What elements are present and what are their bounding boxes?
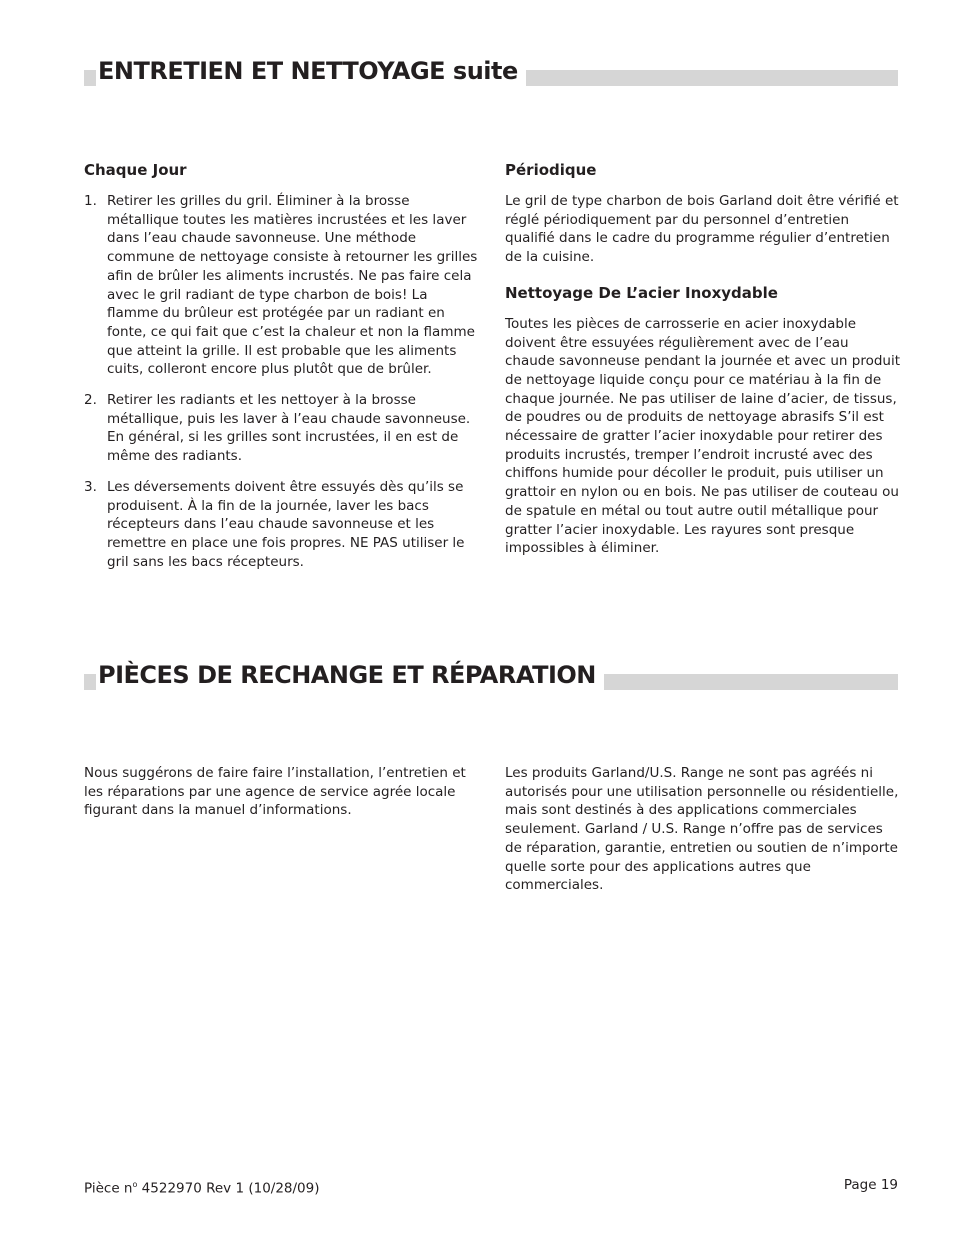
- subheading-daily: Chaque Jour: [84, 161, 187, 179]
- list-number: 2.: [84, 392, 97, 409]
- daily-cleaning-column: [84, 160, 480, 583]
- footer-page-number: Page 19: [843, 1177, 898, 1193]
- daily-list: [84, 192, 480, 571]
- section-header-parts-repair: [84, 650, 898, 690]
- list-item-text: Retirer les grilles du gril. Éliminer à la brosse métallique toutes les matières incrustées et les laver dans l’eau chaude savonneuse. Une méthode commune de nettoyage consiste à retourner les grilles afin de brûler les aliments incrustés. Ne pas faire cela avec le gril radiant de type charbon de bois! La flamme du brûleur est protégée par un radiant en fonte, ce qui fait que c’est la chaleur et non la flamme que atteint la grille. Il est probable que les aliments cuits, colleront encore plus plutôt que de brûler.: [107, 193, 478, 378]
- list-item-text: Les déversements doivent être essuyés dès qu’ils se produisent. À la fin de la journée, laver les bacs récepteurs dans l’eau chaude savonneuse et les remettre en place une fois propres. NE PAS utiliser le gril sans les bacs récepteurs.: [107, 478, 465, 570]
- list-item: [84, 192, 480, 379]
- commercial-use-paragraph: Les produits Garland/U.S. Range ne sont pas agréés ni autorisés pour une utilisation personnelle ou résidentielle, mais sont destinés à des applications commerciales seulement. Garland / U.S. Range n’offre pas de services de réparation, garantie, entretien ou soutien de n’importe quelle sorte pour des applications autres que commerciales.: [505, 765, 899, 894]
- periodic-paragraph: Le gril de type charbon de bois Garland doit être vérifié et réglé périodiquement par du personnel d’entretien qualifié dans le cadre du programme régulier d’entretien de la cuisine.: [505, 193, 899, 266]
- subheading-stainless: Nettoyage De L’acier Inoxydable: [505, 283, 778, 302]
- list-item-text: Retirer les radiants et les nettoyer à la brosse métallique, puis les laver à l’eau chaude savonneuse. En général, si les grilles sont incrustées, il en est de même des radiants.: [107, 392, 471, 465]
- service-agency-paragraph: Nous suggérons de faire faire l’installation, l’entretien et les réparations par une agence de service agrée locale figurant dans la manuel d’informations.: [84, 765, 466, 819]
- list-number: 3.: [84, 478, 97, 495]
- section-title: ENTRETIEN ET NETTOYAGE suite: [96, 56, 526, 86]
- list-item: [84, 478, 480, 572]
- list-item: [84, 391, 480, 466]
- parts-right-column: [505, 764, 901, 895]
- list-number: 1.: [84, 193, 97, 209]
- footer-part-number: Pièce $n^o$ 4522970 Rev 1 (10/28/09): [84, 1180, 320, 1197]
- parts-left-column: [84, 764, 480, 820]
- stainless-paragraph: Toutes les pièces de carrosserie en acier inoxydable doivent être essuyées régulièrement avec de l’eau chaude savonneuse pendant la journée et avec un produit de nettoyage liquide conçu pour ce matériau à la fin de chaque journée. Ne pas utiliser de laine d’acier, de tissus, de poudres ou de produits de nettoyage abrasifs S’il est nécessaire de gratter l’acier inoxydable pour retirer des produits incrustés, tremper l’endroit incrusté avec des chiffons humide pour décoller le produit, puis utiliser un grattoir en nylon ou en bois. Ne pas utiliser de couteau ou de spatule en métal ou tout autre outil métallique pour gratter l’acier inoxydable. Les rayures sont presque impossibles à éliminer.: [505, 315, 901, 557]
- section-title: PIÈCES DE RECHANGE ET RÉPARATION: [96, 660, 604, 690]
- periodic-cleaning-column: [505, 160, 901, 558]
- subheading-periodic: Périodique: [505, 161, 597, 179]
- section-header-maintenance: [84, 46, 898, 86]
